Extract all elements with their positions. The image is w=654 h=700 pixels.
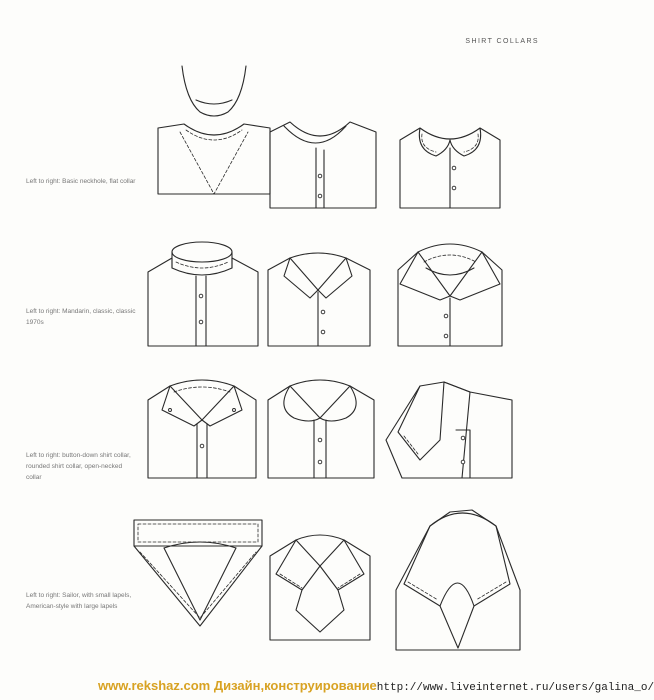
classic-collar-illustration [268, 253, 370, 346]
page-header: SHIRT COLLARS [465, 38, 539, 45]
mandarin-collar-illustration [148, 242, 258, 346]
open-neck-collar-illustration [386, 382, 512, 478]
caption-row-2: Left to right: Mandarin, classic, classic 1970s [26, 308, 136, 326]
basic-neckhole-illustration [158, 66, 270, 194]
watermark-site: www.rekshaz.com Дизайн,конструирование [98, 678, 377, 693]
rounded-collar-illustration [268, 380, 374, 478]
caption-row-1: Left to right: Basic neckhole, flat collar [26, 178, 136, 185]
1970s-collar-illustration [398, 244, 502, 346]
flat-collar-illustration [400, 128, 500, 208]
caption-row-4: Left to right: Sailor, with small lapels, American-style with large lapels [26, 592, 132, 610]
caption-row-3: Left to right: button-down shirt collar, rounded shirt collar, open-necked collar [26, 452, 131, 481]
button-down-collar-illustration [148, 380, 256, 478]
watermark-url[interactable]: http://www.liveinternet.ru/users/galina_o/ [376, 682, 654, 694]
sailor-collar-illustration [134, 520, 262, 626]
classic-neckline-illustration [270, 122, 376, 208]
watermark [98, 678, 654, 694]
small-lapel-collar-illustration [270, 535, 370, 640]
large-lapel-collar-illustration [396, 510, 520, 650]
